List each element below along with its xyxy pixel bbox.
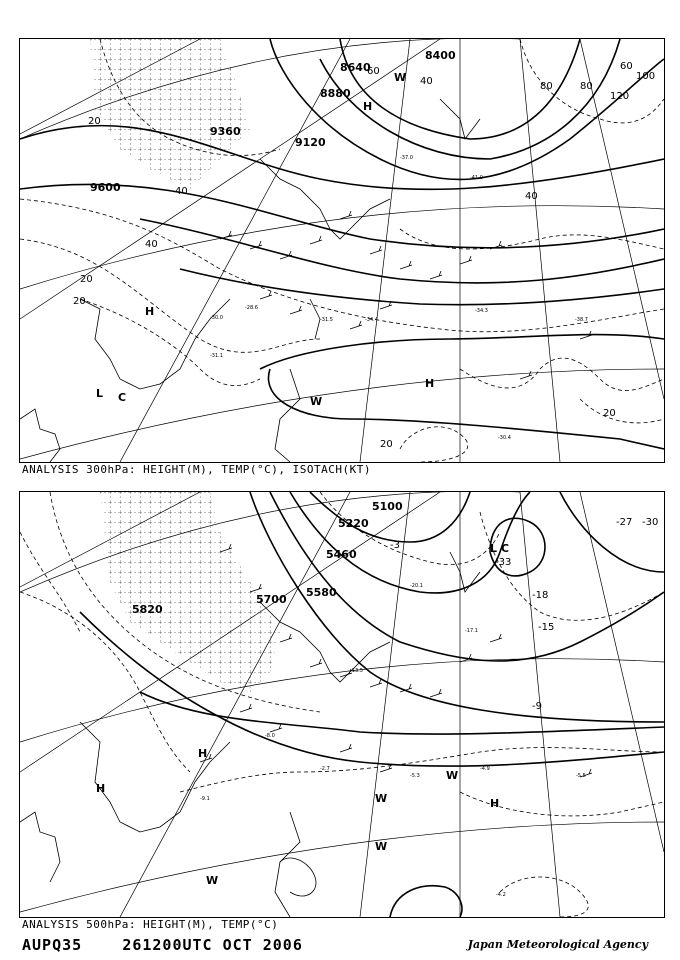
isotach-label: 40: [145, 239, 158, 250]
isotach-label: 20: [88, 116, 101, 127]
isotach-label: 20: [73, 296, 86, 307]
high-center: H: [145, 305, 155, 318]
station-temp: -17.1: [465, 628, 478, 634]
isotach-label: 60: [367, 66, 380, 77]
isotach-label: 40: [525, 191, 538, 202]
isotach-label: 40: [420, 76, 433, 87]
station-temp: -4.9: [480, 766, 490, 772]
warm-center: W: [375, 840, 388, 853]
warm-center: W: [394, 71, 407, 84]
station-temp: -37.0: [400, 155, 413, 161]
isotherm-label: -30: [642, 517, 659, 528]
height-label: 5580: [306, 586, 337, 599]
warm-center: W: [310, 395, 323, 408]
station-temp: -5.5: [576, 773, 586, 779]
height-label: 9360: [210, 125, 241, 138]
station-temp: -31.5: [320, 317, 333, 323]
station-temp: -30.4: [498, 435, 511, 441]
height-label: 5100: [372, 500, 403, 513]
warm-center: W: [375, 792, 388, 805]
isotherm-label: -3: [390, 540, 400, 551]
bulletin-code: AUPQ35: [22, 936, 83, 954]
chart-caption-500hpa: ANALYSIS 500hPa: HEIGHT(M), TEMP(°C): [22, 918, 279, 931]
station-temp: -4.2: [496, 892, 506, 898]
station-temp: -8.0: [265, 733, 275, 739]
isotach-label: 20: [80, 274, 93, 285]
land-hatch-area: [90, 39, 250, 189]
isotach-label: 20: [380, 439, 393, 450]
station-temp: -34.4: [365, 317, 378, 323]
station-temp: -34.3: [475, 308, 488, 314]
station-temp: -5.3: [410, 773, 420, 779]
height-label: 5700: [256, 593, 287, 606]
high-center: H: [363, 100, 373, 113]
station-temp: -31.1: [210, 353, 223, 359]
chart-caption-300hpa: ANALYSIS 300hPa: HEIGHT(M), TEMP(°C), ISOTACH(KT): [22, 463, 372, 476]
map-300hpa: [20, 39, 664, 462]
isotherm-label: -33: [495, 557, 512, 568]
isotach-label: 120: [610, 91, 630, 102]
low-center: L: [96, 387, 104, 400]
height-label: 9120: [295, 136, 326, 149]
height-label: 8640: [340, 61, 371, 74]
isotherm-label: -9: [532, 701, 542, 712]
temp-labels: [390, 517, 658, 712]
isotach-label: 60: [620, 61, 633, 72]
wind-barbs: [220, 211, 592, 379]
bulletin-datetime: 261200UTC OCT 2006: [122, 936, 303, 954]
land-hatch-area: [100, 492, 280, 692]
warm-center: W: [446, 769, 459, 782]
map-500hpa: [20, 492, 664, 917]
bulletin-header: [22, 936, 303, 954]
station-temp: -30.0: [210, 315, 223, 321]
station-temp: -38.7: [575, 317, 588, 323]
cold-center: C: [501, 542, 510, 555]
high-center: H: [198, 747, 208, 760]
height-label: 8880: [320, 87, 351, 100]
isotach-label: 20: [603, 408, 616, 419]
station-temp: -28.6: [245, 305, 258, 311]
height-label: 5460: [326, 548, 357, 561]
height-label: 8400: [425, 49, 456, 62]
height-label: 5820: [132, 603, 163, 616]
high-center: H: [490, 797, 500, 810]
high-center: H: [425, 377, 435, 390]
station-temp: -20.1: [410, 583, 423, 589]
agency-name: Japan Meteorological Agency: [467, 938, 648, 951]
isotach-label: 40: [175, 186, 188, 197]
isotach-label: 80: [580, 81, 593, 92]
height-label: 5220: [338, 517, 369, 530]
warm-center: W: [206, 874, 219, 887]
station-temp: -2.7: [320, 766, 330, 772]
isotherm-label: -18: [532, 590, 549, 601]
height-label: 9600: [90, 181, 121, 194]
isotherm-label: -15: [538, 622, 555, 633]
cold-center: C: [118, 391, 127, 404]
station-temp: -41.0: [470, 175, 483, 181]
station-temp: -9.1: [200, 796, 210, 802]
high-center: H: [96, 782, 106, 795]
isotach-label: 100: [636, 71, 656, 82]
map-panel-500hpa: [19, 491, 665, 918]
low-center: L: [490, 542, 498, 555]
map-panel-300hpa: [19, 38, 665, 463]
isotach-label: 80: [540, 81, 553, 92]
isotherm-label: -27: [616, 517, 633, 528]
station-temp: -13.5: [350, 668, 363, 674]
